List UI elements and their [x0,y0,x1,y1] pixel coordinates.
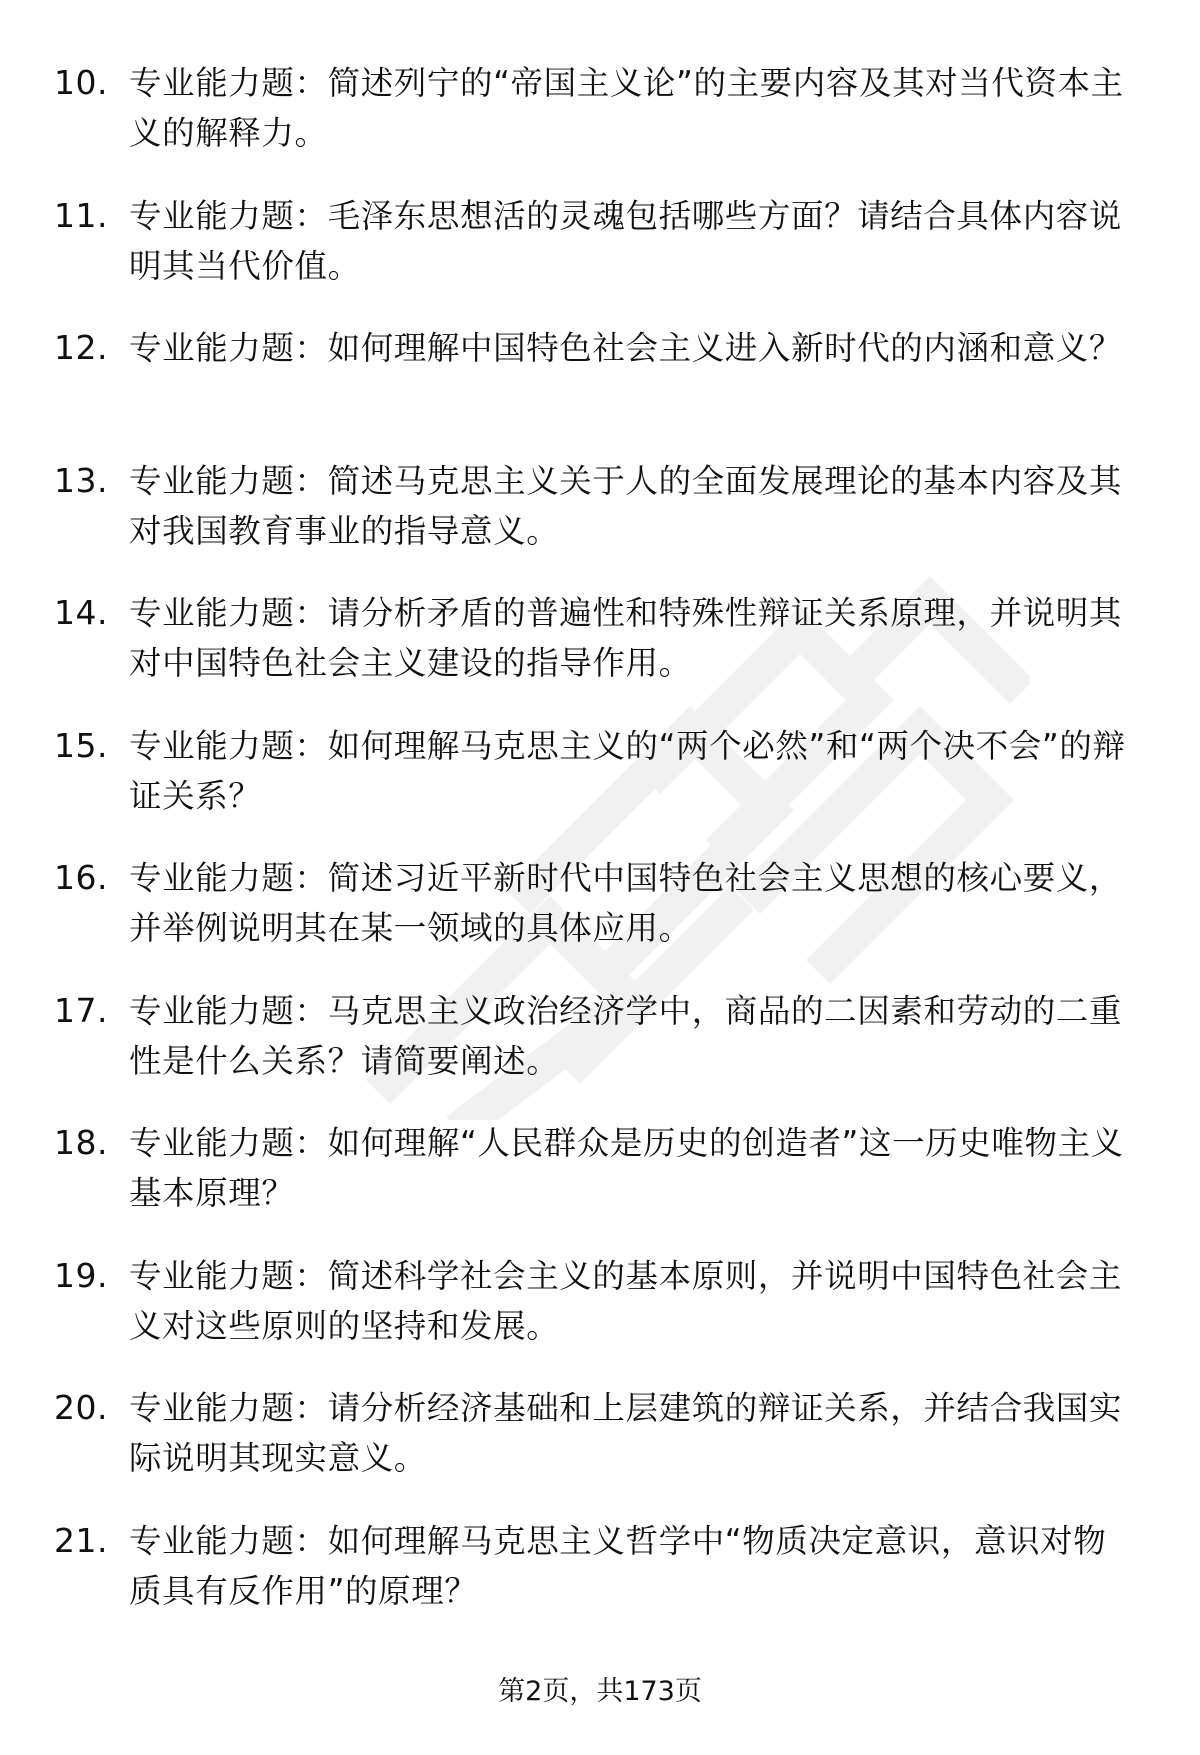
question-number: 16. [54,858,108,897]
list-item [54,58,1144,191]
question-number: 18. [54,1123,108,1162]
question-text: 专业能力题：如何理解中国特色社会主义进入新时代的内涵和意义？ [129,329,1123,367]
list-item [54,1516,1144,1649]
question-number: 19. [54,1255,108,1295]
question-number: 15. [54,725,108,765]
list-item [54,1118,1144,1251]
question-text: 专业能力题：简述列宁的“帝国主义论”的主要内容及其对当代资本主义的解释力。 [129,64,1124,152]
list-item [54,456,1144,589]
list-item [54,191,1144,324]
list-item [54,1383,1144,1516]
question-text: 专业能力题：请分析经济基础和上层建筑的辩证关系，并结合我国实际说明其现实意义。 [129,1389,1123,1477]
list-item [54,853,1144,986]
question-list [54,58,1144,1648]
question-number: 11. [54,195,108,235]
list-item [54,323,1144,456]
question-number: 17. [54,990,108,1030]
question-number: 10. [54,63,108,102]
page-number-footer: 第2页，共173页 [498,1676,702,1707]
question-text: 专业能力题：马克思主义政治经济学中，商品的二因素和劳动的二重性是什么关系？请简要阐述。 [129,991,1123,1080]
question-text: 专业能力题：简述马克思主义关于人的全面发展理论的基本内容及其对我国教育事业的指导意义。 [129,461,1123,550]
question-text: 专业能力题：简述习近平新时代中国特色社会主义思想的核心要义，并举例说明其在某一领域的具体应用。 [129,859,1123,947]
question-number: 12. [54,328,108,367]
question-text: 专业能力题：如何理解马克思主义哲学中“物质决定意识，意识对物质具有反作用”的原理？ [129,1521,1107,1610]
list-item [54,1251,1144,1384]
question-text: 专业能力题：毛泽东思想活的灵魂包括哪些方面？请结合具体内容说明其当代价值。 [129,196,1123,285]
list-item [54,986,1144,1119]
question-number: 14. [54,593,108,632]
list-item [54,588,1144,721]
question-text: 专业能力题：请分析矛盾的普遍性和特殊性辩证关系原理，并说明其对中国特色社会主义建设的指导作用。 [129,594,1123,682]
question-text: 专业能力题：如何理解马克思主义的“两个必然”和“两个决不会”的辩证关系？ [129,726,1126,815]
question-text: 专业能力题：简述科学社会主义的基本原则，并说明中国特色社会主义对这些原则的坚持和发展。 [129,1256,1123,1345]
list-item [54,721,1144,854]
question-number: 21. [54,1520,108,1560]
question-text: 专业能力题：如何理解“人民群众是历史的创造者”这一历史唯物主义基本原理？ [129,1124,1124,1212]
question-number: 20. [54,1388,108,1427]
question-number: 13. [54,460,108,500]
